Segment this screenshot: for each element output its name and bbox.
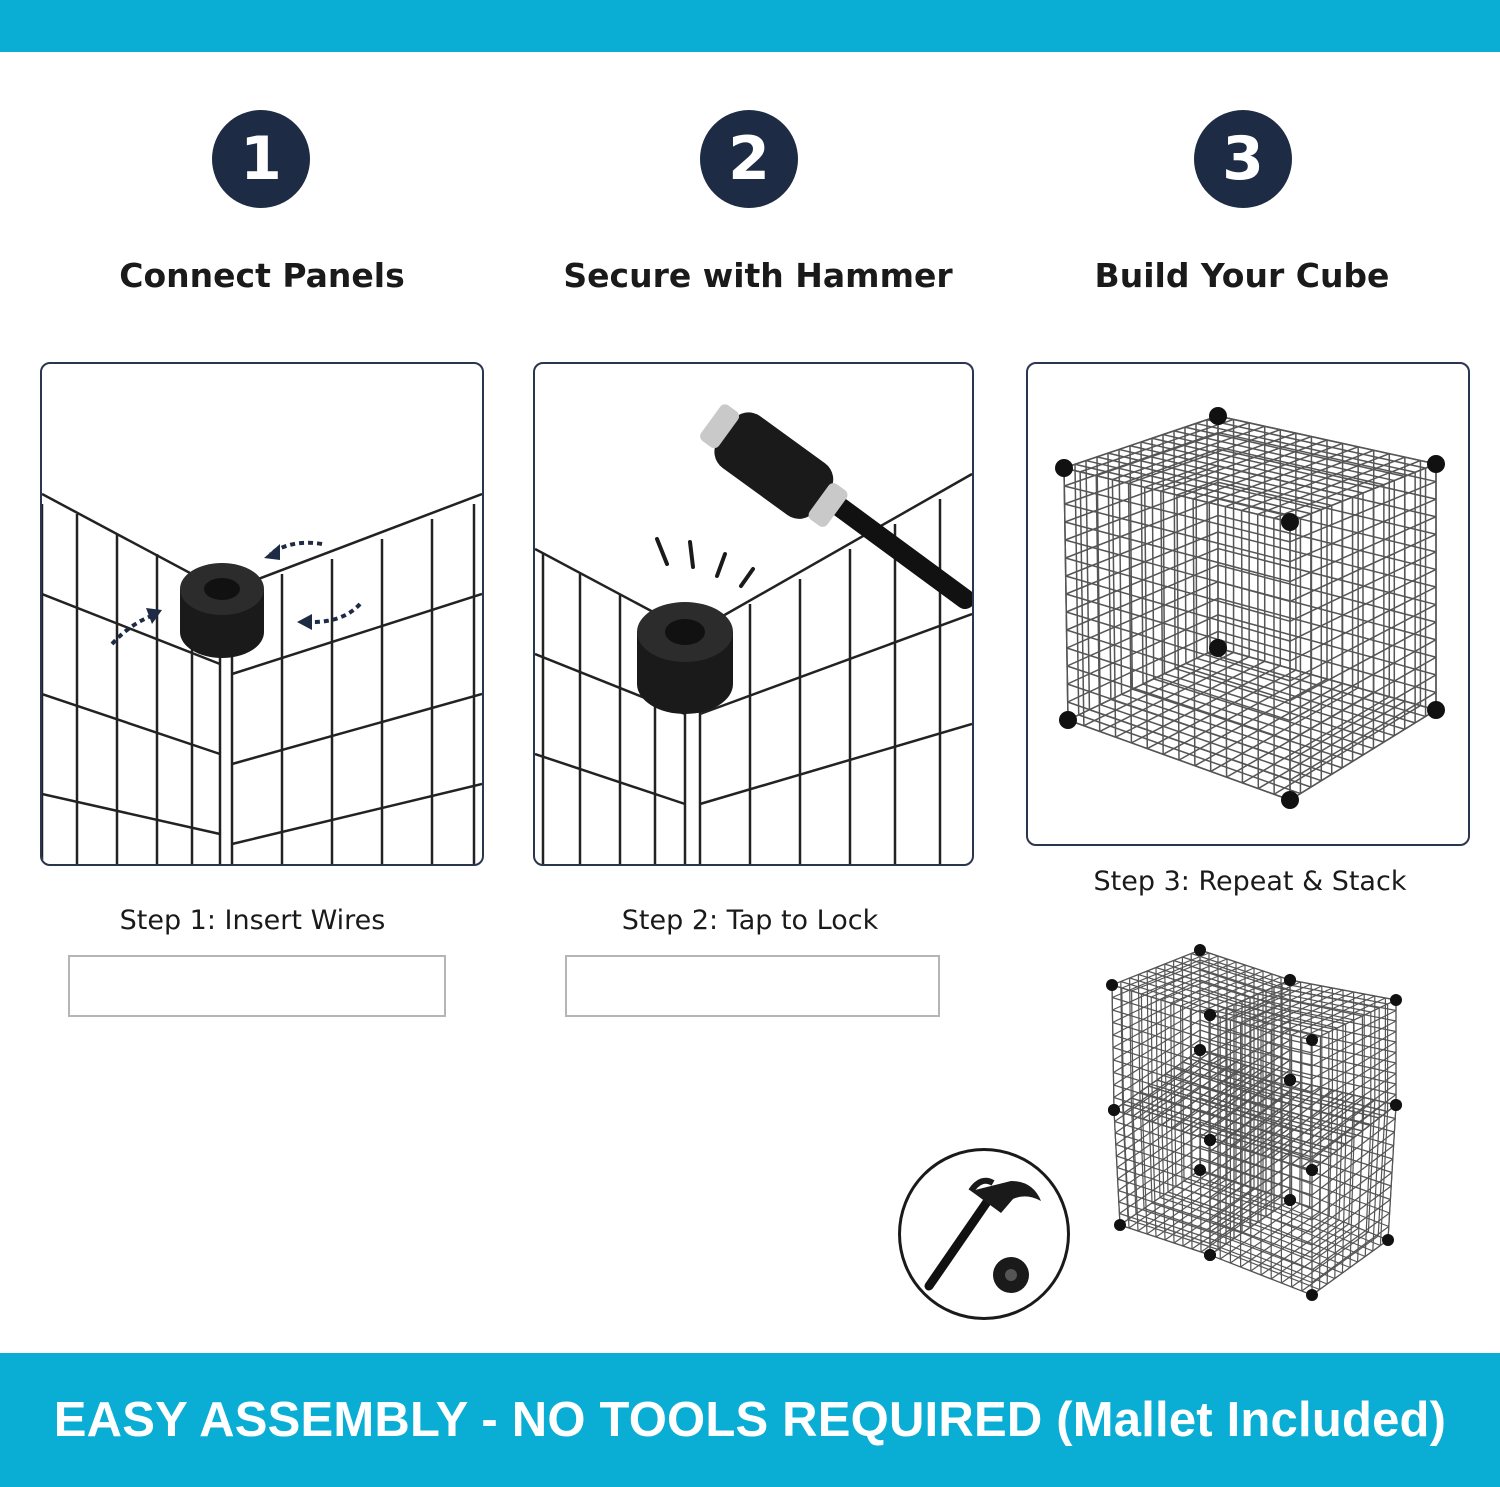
step-3-number: 3 [1222,124,1264,194]
step-3-title: Build Your Cube [1094,256,1390,295]
step-1-illustration [40,362,484,866]
step-2-blank-box [565,955,940,1017]
top-accent-bar [0,0,1500,52]
step-1-badge [212,110,310,208]
step-3-illustration [1026,362,1470,846]
step-2-illustration [533,362,974,866]
step-1-title: Connect Panels [119,256,405,295]
step-2-caption: Step 2: Tap to Lock [621,905,879,936]
stacked-cubes-illustration [1100,940,1410,1320]
step-2-badge [700,110,798,208]
step-2-number: 2 [728,124,770,194]
mallet-included-icon [898,1148,1070,1320]
step-3-caption: Step 3: Repeat & Stack [1093,866,1407,897]
step-2-title: Secure with Hammer [563,256,953,295]
banner-text: EASY ASSEMBLY - NO TOOLS REQUIRED (Mallet Included) [53,1393,1447,1447]
step-1-caption: Step 1: Insert Wires [119,905,386,936]
step-1-blank-box [68,955,446,1017]
bottom-banner [0,1353,1500,1487]
step-1-number: 1 [240,124,282,194]
step-3-badge [1194,110,1292,208]
